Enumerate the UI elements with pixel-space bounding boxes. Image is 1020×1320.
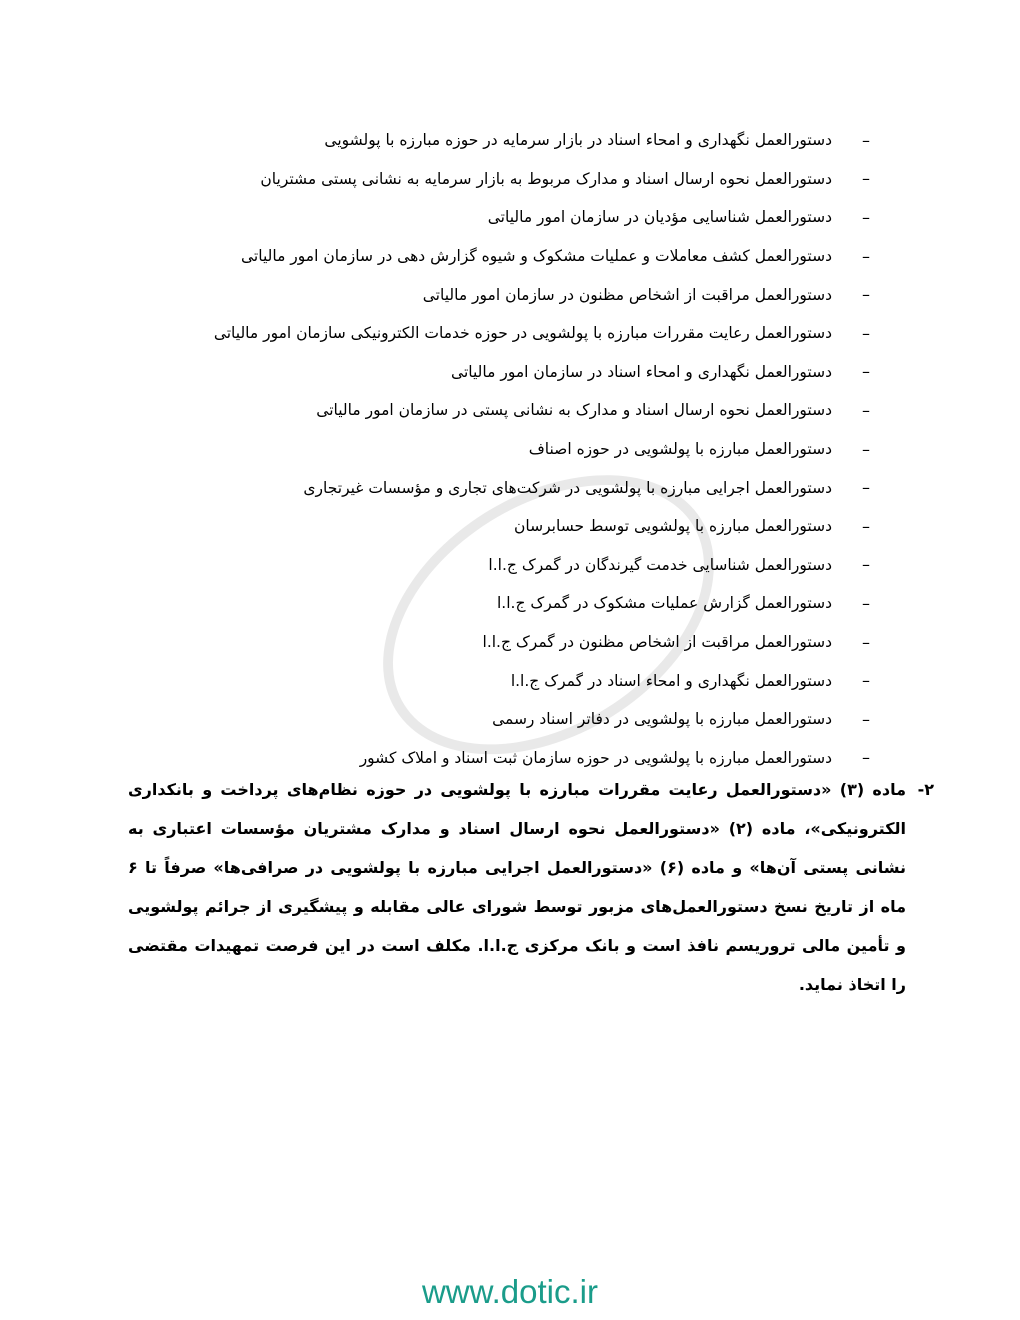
list-item-text: دستورالعمل رعایت مقررات مبارزه با پولشویی در حوزه خدمات الکترونیکی سازمان امور مالیاتی (213, 324, 832, 343)
bullet-dash: – (862, 478, 870, 498)
list-item-text: دستورالعمل نحوه ارسال اسناد و مدارک مربوط به بازار سرمایه به نشانی پستی مشتریان (260, 169, 832, 188)
list-item (150, 661, 870, 700)
list-item (150, 275, 870, 314)
list-item (150, 546, 870, 585)
list-item-text: دستورالعمل گزارش عملیات مشکوک در گمرک ج.ا.ا (497, 594, 832, 613)
list-item-text: دستورالعمل مراقبت از اشخاص مظنون در گمرک ج.ا.ا (482, 633, 832, 652)
bullet-dash: – (862, 362, 870, 382)
bullet-dash: – (862, 169, 870, 189)
list-item-text: دستورالعمل نگهداری و امحاء اسناد در گمرک ج.ا.ا (510, 671, 832, 690)
list-item-text: دستورالعمل نگهداری و امحاء اسناد در بازار سرمایه در حوزه مبارزه با پولشویی (324, 131, 832, 150)
clause-text: ماده (۳) «دستورالعمل رعایت مقررات مبارزه با پولشویی در حوزه نظام‌های پرداخت و بانکداری الکترونیکی»، ماده (۲) «دستورالعمل نحوه ارسال اسناد و مدارک مشتریان مؤسسات اعتباری به نشانی پستی آن‌ها» و ماده (۶) «دستورالعمل اجرایی مبارزه با پولشویی در صرافی‌ها» صرفاً تا ۶ ماه از تاریخ نسخ دستورالعمل‌های مزبور توسط شورای عالی مقابله و پیشگیری از جرائم پولشویی و تأمین مالی تروریسم نافذ است و بانک مرکزی ج.ا.ا. مکلف است در این فرصت تمهیدات مقتضی را اتخاذ نماید. (128, 780, 907, 994)
list-item (150, 121, 870, 160)
list-item-text: دستورالعمل شناسایی مؤدیان در سازمان امور مالیاتی (487, 208, 832, 227)
bullet-dash: – (862, 439, 870, 459)
list-item-text: دستورالعمل کشف معاملات و عملیات مشکوک و شیوه گزارش دهی در سازمان امور مالیاتی (241, 247, 832, 266)
bullet-dash: – (862, 207, 870, 227)
list-item-text: دستورالعمل مبارزه با پولشویی در حوزه اصناف (528, 440, 832, 459)
list-item-text: دستورالعمل مبارزه با پولشویی در دفاتر اسناد رسمی (492, 710, 832, 729)
bullet-dash: – (862, 748, 870, 768)
list-item-text: دستورالعمل شناسایی خدمت گیرندگان در گمرک ج.ا.ا (488, 555, 832, 574)
list-item-text: دستورالعمل نگهداری و امحاء اسناد در سازمان امور مالیاتی (451, 362, 832, 381)
list-item (150, 237, 870, 276)
clause-2 (128, 770, 934, 1004)
list-item (150, 430, 870, 469)
list-item (150, 391, 870, 430)
list-item (150, 507, 870, 546)
bullet-dash: – (862, 130, 870, 150)
list-item-text: دستورالعمل اجرایی مبارزه با پولشویی در شرکت‌های تجاری و مؤسسات غیرتجاری (303, 478, 832, 497)
list-item (150, 353, 870, 392)
list-item (150, 160, 870, 199)
bullet-dash: – (862, 246, 870, 266)
bullet-dash: – (862, 285, 870, 305)
list-item (150, 468, 870, 507)
list-item (150, 198, 870, 237)
bullet-dash: – (862, 671, 870, 691)
list-item-text: دستورالعمل مبارزه با پولشویی در حوزه سازمان ثبت اسناد و املاک کشور (359, 748, 832, 767)
list-item (150, 314, 870, 353)
bullet-dash: – (862, 323, 870, 343)
list-item (150, 623, 870, 662)
list-item (150, 700, 870, 739)
bullet-dash: – (862, 555, 870, 575)
footer-website-link[interactable]: www.dotic.ir (421, 1273, 599, 1310)
bullet-dash: – (862, 593, 870, 613)
regulations-list (150, 121, 870, 777)
list-item-text: دستورالعمل نحوه ارسال اسناد و مدارک به نشانی پستی در سازمان امور مالیاتی (316, 401, 832, 420)
clause-number: ۲- (917, 780, 934, 799)
bullet-dash: – (862, 709, 870, 729)
list-item-text: دستورالعمل مراقبت از اشخاص مظنون در سازمان امور مالیاتی (422, 285, 832, 304)
bullet-dash: – (862, 400, 870, 420)
list-item (150, 584, 870, 623)
bullet-dash: – (862, 632, 870, 652)
bullet-dash: – (862, 516, 870, 536)
list-item-text: دستورالعمل مبارزه با پولشویی توسط حسابرسان (514, 517, 832, 536)
